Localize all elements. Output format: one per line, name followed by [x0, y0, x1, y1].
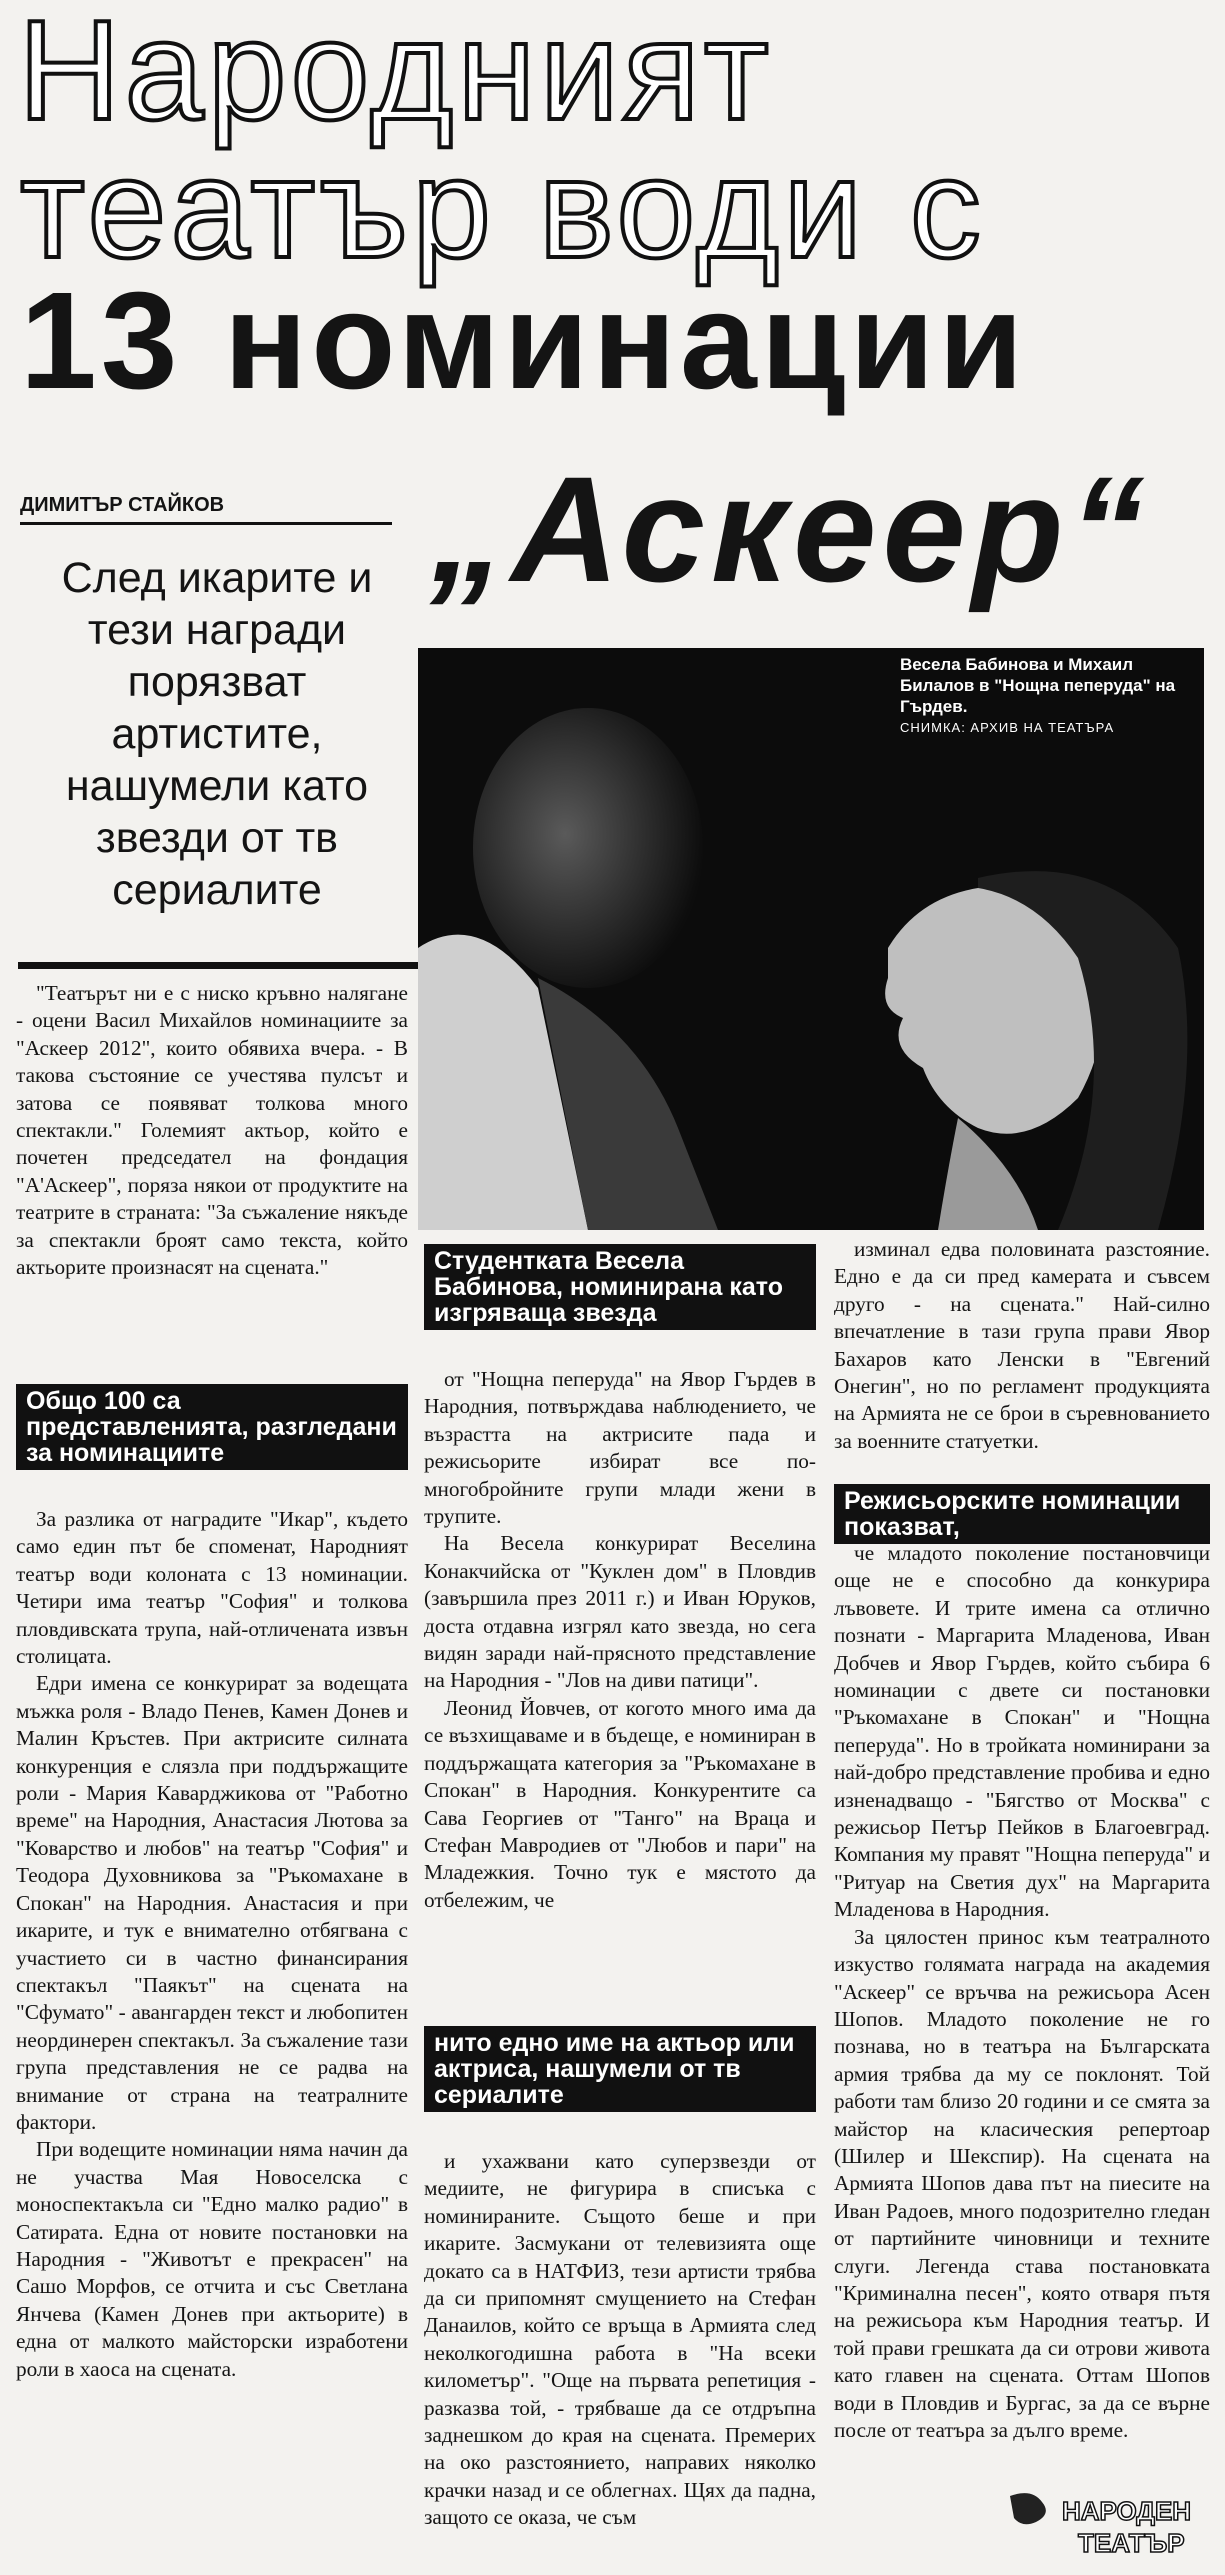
col3-paragraph-1: изминал едва половината разстояние. Едно е да си пред камерата и съвсем друго - на сцената." Най-силно впечатление в тази група прави Явор Бахаров като Ленски в "Евгений Онегин", но по регламент продукцията на Армията не се брои в съревнованието за военните статуетки. [834, 1237, 1210, 1453]
column-1-bottom [16, 1506, 408, 2383]
byline-rule [20, 522, 392, 525]
subhead-3: нито едно име на актьор или актриса, нашумели от тв сериалите [424, 2026, 816, 2112]
col1-paragraph-1: "Театърът ни е с ниско кръвно налягане - оцени Васил Михайлов номинациите за "Аскеер 2012", които обявиха вчера. - В такова състояние се учестява пулсът и затова се появяват толкова много спектакли." Големият актьор, който е почетен председател на фондация "А'Аскеер", поряза някои от продуктите на театрите в страната: "За съжаление някъде за спектакли броят само текста, който актьорите произнасят на сцената." [16, 981, 408, 1280]
col1-paragraph-2: За разлика от наградите "Икар", където само един път бе споменат, Народният театър води колоната с 13 номинации. Четири има театър "София" и толкова пловдивската трупа, най-отличената извън столицата. [16, 1507, 408, 1669]
headline-line-2: театър води с [20, 129, 985, 288]
subhead-2: Студентката Весела Бабинова, номинирана като изгряваща звезда [424, 1244, 816, 1330]
subhead-4: Режисьорските номинации показват, [834, 1484, 1210, 1544]
photo-caption [900, 654, 1190, 738]
headline-line-3: 13 номинации [20, 264, 1028, 418]
national-theatre-logo [1002, 2488, 1208, 2564]
col1-paragraph-4: При водещите номинации няма начин да не участва Мая Новоселска с моноспектакъла си "Едно малко радио" в Сатирата. Една от новите постановки на Народния - "Животът е прекрасен" на Сашо Морфов, се отчита и със Светлана Янчева (Камен Донев при актьорите) в една от малкото майсторски изработени роли в хаоса на сцената. [16, 2137, 408, 2381]
deck-rule [18, 962, 426, 969]
photo-caption-text: Весела Бабинова и Михаил Билалов в "Нощна пеперуда" на Гърдев. [900, 655, 1176, 716]
col2-paragraph-3: Леонид Йовчев, от когото много има да се възхищаваме и в бъдеще, е номиниран в поддържащата категория за "Ръкомахане в Спокан" в Народния. Конкурентите са Сава Георгиев от "Танго" на Враца и Стефан Мавродиев от "Любов и пари" на Младежкия. Точно тук е мястото да отбележим, че [424, 1695, 816, 1912]
col2-paragraph-1: от "Нощна пеперуда" на Явор Гърдев в Народния, потвърждава наблюдението, че възрастта на актрисите пада и режисьорите избират все по-многобройните групи млади жени в трупите. [424, 1367, 816, 1529]
deck-text: След икарите и тези награди порязват артистите, нашумели като звезди от тв сериалите [61, 554, 373, 914]
col2-paragraph-2: На Весела конкурират Веселина Конакчийска от "Куклен дом" в Пловдив (завършила през 2011 г.) и Иван Юруков, доста отдавна изгрял като звезда, но сега видян заради най-прясното представление на Народния - "Лов на диви патици". [424, 1531, 816, 1693]
col1-paragraph-3: Едри имена се конкурират за водещата мъжка роля - Владо Пенев, Камен Донев и Малин Кръстев. При актрисите силната конкуренция е слязла при поддържащите роли - Мария Каварджикова от "Работно време" на Народния, Анастасия Лютова за "Коварство и любов" на театър "София" и Теодора Духовникова за "Ръкомахане в Спокан" на Народния. Анастасия и при икарите, и тук е внимателно отбягвана с участието си в частно финансирания спектакъл "Паякът" на сцената на "Сфумато" - авангарден текст и любопитен неординерен спектакъл. За съжаление тази група представления не се радва на внимание от страна на театралните фактори. [16, 1671, 408, 2134]
headline-line-4: „Аскеер“ [430, 445, 1151, 613]
col3-paragraph-2: че младото поколение постановчици още не е способно да конкурира лъвовете. И трите имена са отлично познати - Маргарита Младенова, Иван Добчев и Явор Гърдев, който събира 6 номинации с двете си постановки "Ръкомахане в Спокан" и "Нощна пеперуда". Но в тройката номинирани за най-добро представление пробива и едно изненадващо - "Бягство от Москва" с режисьор Петър Пейков в Благоевград. Компания му правят "Нощна пеперуда" и "Ритуар на Светия дух" на Маргарита Младенова в Народния. [834, 1541, 1210, 1922]
col3-paragraph-3: За цялостен принос към театралното изкуство голямата награда на академия "Аскеер" се връчва на режисьора Асен Шопов. Младото поколение не го познава, но в театъра на Българската армия трябва да му се поклонят. Той работи там близо 20 години и се смята за майстор на класическия репертоар (Шилер и Шекспир). На сцената на Армията Шопов дава път на пиесите на Иван Радоев, много подозрително гледан от партийните чиновници и техните слуги. Легенда става постановката "Криминална песен", която отваря пътя на режисьора към Народния театър. И той прави грешката да си отрови живота като главен на сцената. Оттам Шопов води в Пловдив и Бургас, за да се върне после от театъра за дълго време. [834, 1924, 1210, 2442]
article-photo [418, 648, 1204, 1230]
logo-line-2: ТЕАТЪР [1078, 2528, 1185, 2558]
column-3-top [834, 1236, 1210, 1455]
col2-paragraph-4: и ухажвани като суперзвезди от медиите, не фигурира в списъка с номинираните. Същото беше и при икарите. Засмукани от телевизията още докато са в НАТФИЗ, тези артисти трябва да си припомнят смущението на Стефан Данаилов, който се връща в Армията след неколкогодишна работа в "На всеки километър". "Още на първата репетиция - разказва той, - трябваше да се отдръпна заднешком до края на сцената. Премерих на око разстоянието, направих няколко крачки назад и се облегнах. Щях да падна, защото се оказа, че съм [424, 2149, 816, 2530]
photo-credit: СНИМКА: АРХИВ НА ТЕАТЪРА [900, 720, 1115, 735]
column-2-bottom [424, 2148, 816, 2532]
column-1-top [16, 980, 408, 1281]
byline: ДИМИТЪР СТАЙКОВ [20, 494, 225, 516]
man-head [473, 708, 703, 988]
subhead-1: Общо 100 са представленията, разгледани за номинациите [16, 1384, 408, 1470]
column-3-bottom [834, 1540, 1210, 2444]
column-2-top [424, 1366, 816, 1914]
headline-line-1: Народният [18, 0, 773, 150]
logo-line-1: НАРОДЕН [1062, 2496, 1192, 2526]
